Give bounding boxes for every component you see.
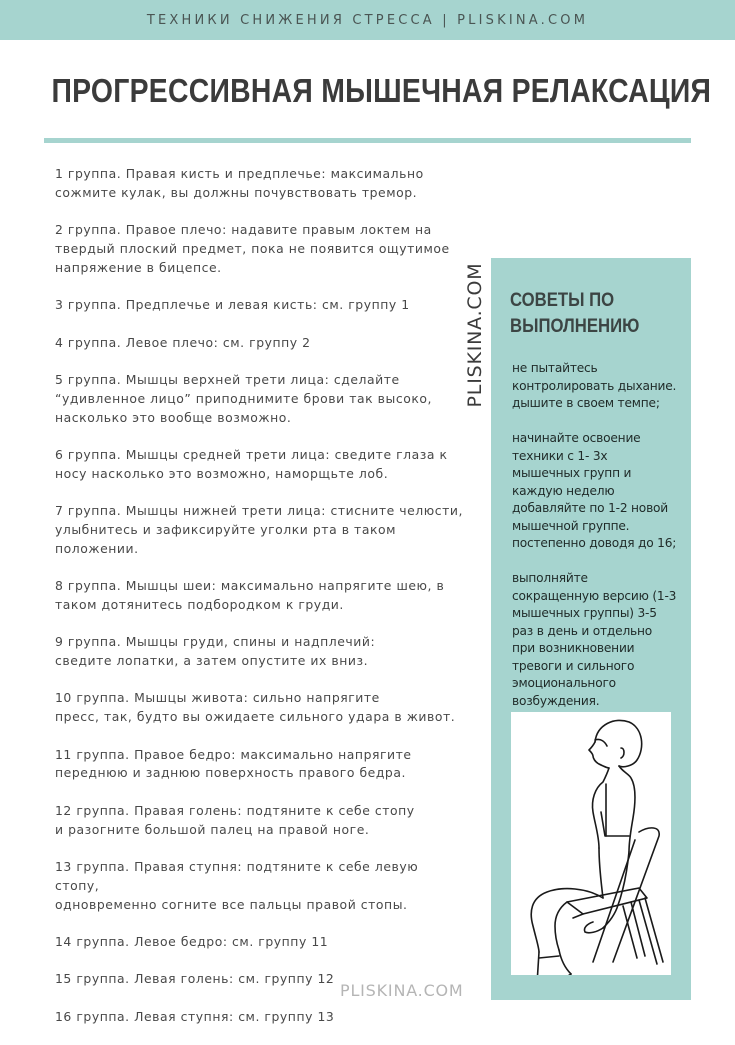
- seated-woman-chair-icon: [511, 712, 671, 975]
- list-item: 14 группа. Левое бедро: см. группу 11: [55, 934, 329, 950]
- tips-panel: [491, 258, 691, 1000]
- tip-item: не пытайтесь контролировать дыхание. дышите в своем темпе;: [512, 361, 677, 411]
- list-item: 15 группа. Левая голень: см. группу 12: [55, 971, 335, 987]
- list-item: 1 группа. Правая кисть и предплечье: максимально сожмите кулак, вы должны почувствовать тремор.: [55, 166, 424, 200]
- tips-title: СОВЕТЫ ПО ВЫПОЛНЕНИЮ: [510, 290, 640, 337]
- list-item: 9 группа. Мышцы груди, спины и надплечий: сведите лопатки, а затем опустите их вниз.: [55, 634, 376, 669]
- tips-list: [512, 348, 690, 728]
- list-item: 7 группа. Мышцы нижней трети лица: стисните челюсти, улыбнитесь и зафиксируйте уголки рта в таком положении.: [55, 503, 463, 556]
- list-item: 6 группа. Мышцы средней трети лица: сведите глаза к носу насколько это возможно, наморщьте лоб.: [55, 446, 448, 481]
- list-item: 10 группа. Мышцы живота: сильно напрягите пресс, так, будто вы ожидаете сильного удара в живот.: [55, 690, 456, 725]
- page-title: ПРОГРЕССИВНАЯ МЫШЕЧНАЯ РЕЛАКСАЦИЯ: [51, 72, 712, 109]
- vertical-watermark: [460, 260, 490, 410]
- tip-item: начинайте освоение техники с 1- 3х мышечных групп и каждую неделю добавляйте по 1-2 новой мышечной группе. постепенно доводя до 16;: [512, 431, 677, 551]
- muscle-groups-list: [55, 165, 465, 1045]
- list-item: 3 группа. Предплечье и левая кисть: см. группу 1: [55, 297, 410, 313]
- tip-item: выполняйте сокращенную версию (1-3 мышечных группы) 3-5 раз в день и отдельно при возникновении тревоги и сильного эмоционального возбуждения.: [512, 571, 677, 708]
- list-item: 16 группа. Левая ступня: см. группу 13: [55, 1008, 335, 1024]
- list-item: 13 группа. Правая ступня: подтяните к себе левую стопу, одновременно согните все пальцы правой стопы.: [55, 859, 419, 912]
- list-item: 2 группа. Правое плечо: надавите правым локтем на твердый плоский предмет, пока не появится ощутимое напряжение в бицепсе.: [55, 222, 450, 275]
- watermark-text: PLISKINA.COM: [464, 262, 486, 408]
- list-item: 11 группа. Правое бедро: максимально напрягите переднюю и заднюю поверхность правого бедра.: [55, 746, 412, 781]
- bottom-watermark: PLISKINA.COM: [340, 981, 464, 1000]
- list-item: 4 группа. Левое плечо: см. группу 2: [55, 334, 311, 350]
- banner-text: ТЕХНИКИ СНИЖЕНИЯ СТРЕССА | PLISKINA.COM: [146, 12, 589, 28]
- list-item: 8 группа. Мышцы шеи: максимально напрягите шею, в таком дотянитесь подбородком к груди.: [55, 578, 445, 612]
- list-item: 5 группа. Мышцы верхней трети лица: сделайте “удивленное лицо” приподнимите брови так высоко, насколько это вообще возможно.: [55, 371, 433, 425]
- list-item: 12 группа. Правая голень: подтяните к себе стопу и разогните большой палец на правой ноге.: [55, 802, 415, 837]
- seated-woman-illustration: [511, 712, 671, 975]
- top-banner: [0, 0, 735, 40]
- title-divider: [44, 138, 691, 143]
